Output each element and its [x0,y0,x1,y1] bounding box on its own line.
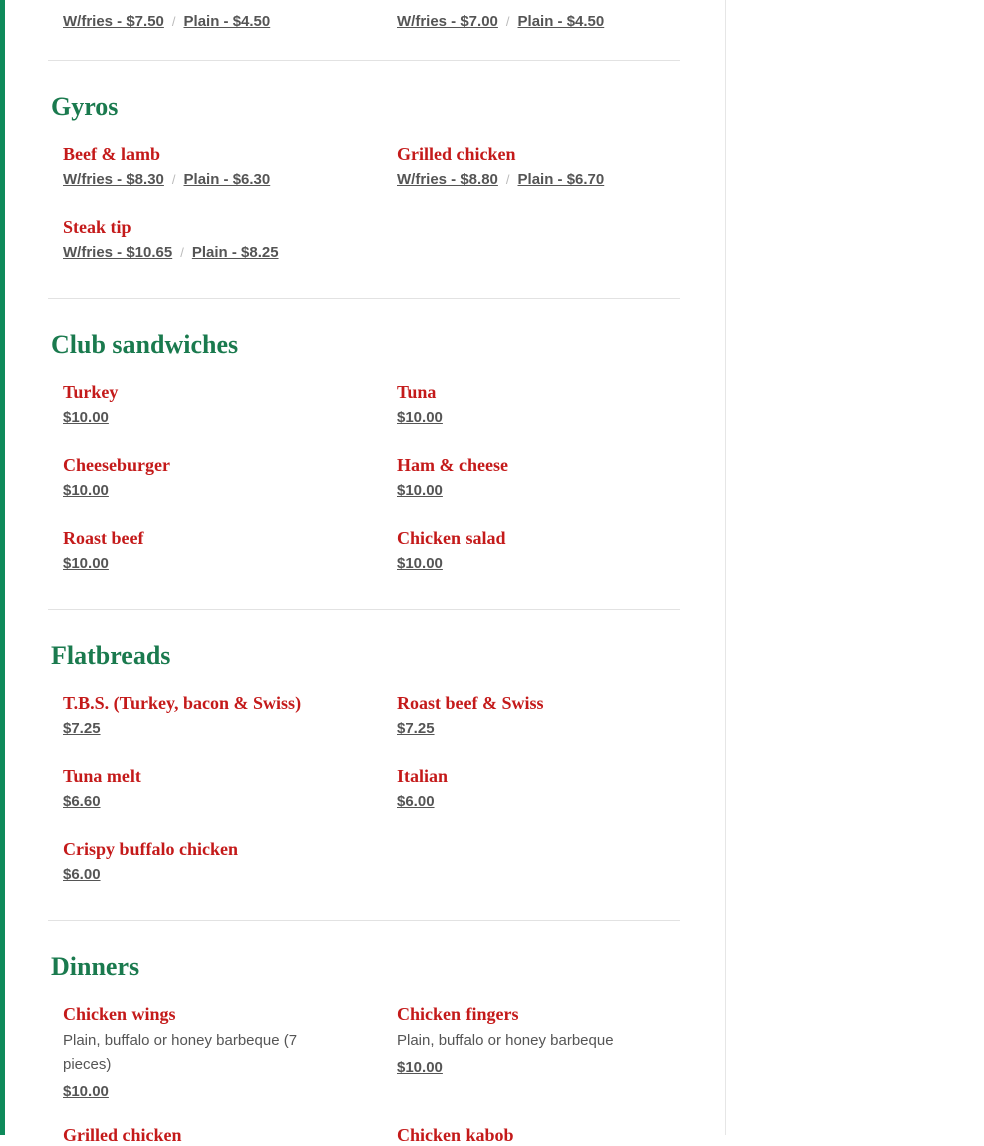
menu-item [63,692,363,740]
item-name: Roast beef [63,528,144,548]
menu-item [63,1003,363,1103]
price-option[interactable]: $10.00 [397,482,443,499]
item-name: Tuna [397,382,437,402]
price-separator: / [505,172,510,187]
price-option[interactable]: W/fries - $7.00 [397,13,498,30]
menu-item [63,216,363,264]
price-option[interactable]: $10.00 [63,1083,109,1100]
price-option[interactable]: W/fries - $8.80 [397,171,498,188]
section-title: Dinners [51,952,140,981]
item-name: Chicken salad [397,528,506,548]
price-options [63,169,363,191]
menu-item [63,7,363,33]
left-accent-bar [0,0,5,1135]
item-name: Steak tip [63,217,132,237]
menu-item [397,454,697,502]
price-options [397,11,697,33]
menu-item [63,381,363,429]
price-option[interactable]: Plain - $6.30 [183,171,271,188]
item-name: Grilled chicken [63,1125,182,1145]
item-name: Chicken fingers [397,1004,519,1024]
price-option[interactable]: W/fries - $10.65 [63,244,173,261]
price-option[interactable]: $10.00 [63,555,109,572]
menu-item [63,527,363,575]
price-option[interactable]: Plain - $6.70 [517,171,605,188]
item-name: Ham & cheese [397,455,508,475]
menu-item [397,1003,697,1079]
price-separator: / [171,172,176,187]
price-option[interactable]: $7.25 [63,720,101,737]
item-name: Roast beef & Swiss [397,693,544,713]
item-name: Chicken kabob [397,1125,514,1145]
price-option[interactable]: $10.00 [397,555,443,572]
menu-item [63,838,363,886]
section-title: Club sandwiches [51,330,239,359]
price-option[interactable]: $7.25 [397,720,435,737]
item-description: Plain, buffalo or honey barbeque (7 pieces) [63,1032,298,1073]
section-divider [48,60,680,61]
price-option[interactable]: W/fries - $8.30 [63,171,164,188]
price-separator: / [180,245,184,260]
menu-item [63,143,363,191]
item-name: Crispy buffalo chicken [63,839,239,859]
item-name: Cheeseburger [63,455,170,475]
price-option[interactable]: $10.00 [63,482,109,499]
price-options [63,242,363,264]
menu-item [397,381,697,429]
item-name: Italian [397,766,449,786]
menu-item [63,765,363,813]
price-option[interactable]: Plain - $4.50 [517,13,605,30]
price-option[interactable]: $6.60 [63,793,101,810]
price-option[interactable]: Plain - $8.25 [191,244,279,261]
item-name: Beef & lamb [63,144,160,164]
price-option[interactable]: $10.00 [397,409,443,426]
section-divider [48,609,680,610]
section-title: Flatbreads [51,641,171,670]
price-separator: / [171,14,176,29]
price-option[interactable]: $6.00 [63,866,101,883]
price-options [63,11,363,33]
menu-item [397,765,697,813]
menu-item [397,1124,697,1146]
section-title: Gyros [51,92,119,121]
menu-item [397,7,697,33]
item-name: Turkey [63,382,119,402]
menu-item [63,1124,363,1146]
item-description: Plain, buffalo or honey barbeque [397,1032,614,1049]
menu-item [397,692,697,740]
menu-item [397,527,697,575]
price-separator: / [505,14,510,29]
menu-item [63,454,363,502]
menu-item [397,143,697,191]
price-options [397,169,697,191]
price-option[interactable]: $6.00 [397,793,435,810]
price-option[interactable]: Plain - $4.50 [183,13,271,30]
item-name: T.B.S. (Turkey, bacon & Swiss) [63,693,302,713]
section-divider [48,920,680,921]
section-divider [48,298,680,299]
item-name: Grilled chicken [397,144,516,164]
price-option[interactable]: $10.00 [397,1059,443,1076]
content-divider [725,0,726,1135]
item-name: Tuna melt [63,766,141,786]
item-name: Chicken wings [63,1004,176,1024]
price-option[interactable]: $10.00 [63,409,109,426]
price-option[interactable]: W/fries - $7.50 [63,13,164,30]
